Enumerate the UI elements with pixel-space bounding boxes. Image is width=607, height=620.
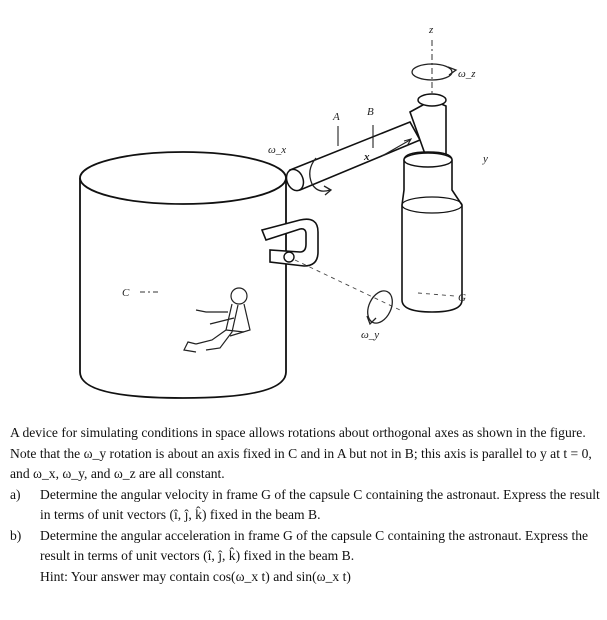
label-frame-c: C: [122, 287, 130, 299]
counterweight: [402, 152, 462, 312]
capsule-cylinder: [80, 178, 286, 398]
part-a: [10, 485, 600, 526]
arm-shaft: [290, 122, 420, 190]
part-b-marker: b): [10, 527, 22, 543]
problem-intro: A device for simulating conditions in space allows rotations about orthogonal axes as shown in the figure. Note that the ω_y rotation is about an axis fixed in C and in A but not in B; this axis is parallel to y at t = 0, and ω_x, ω_y, and ω_z are all constant.: [10, 425, 592, 481]
hint-text: Hint: Your answer may contain cos(ω_x t) and sin(ω_x t): [40, 568, 351, 584]
label-z-axis: z: [429, 24, 434, 36]
part-b-text: Determine the angular acceleration in frame G of the capsule C containing the astronaut. Express the result in terms of unit vectors (î, ĵ, k̂) fixed in the beam B.: [40, 527, 589, 563]
omega-y-axis-line: [295, 260, 400, 310]
part-b: [10, 526, 600, 567]
label-frame-a: A: [333, 111, 340, 123]
label-omega-x: ω_x: [268, 144, 287, 156]
problem-statement: [10, 423, 600, 587]
label-omega-z: ω_z: [458, 68, 476, 80]
part-a-text: Determine the angular velocity in frame G of the capsule C containing the astronaut. Express the result in terms of unit vectors (î, ĵ, k̂) fixed in the beam B.: [40, 486, 600, 522]
label-omega-y: ω_y: [361, 329, 380, 341]
label-y-axis: y: [483, 153, 488, 165]
label-frame-g: G: [458, 292, 466, 304]
pivot-pin: [284, 252, 294, 262]
part-a-marker: a): [10, 486, 21, 502]
omega-y-rotation-arrow: [363, 287, 397, 327]
label-x-axis: x: [364, 151, 370, 163]
label-frame-b: B: [367, 106, 374, 118]
